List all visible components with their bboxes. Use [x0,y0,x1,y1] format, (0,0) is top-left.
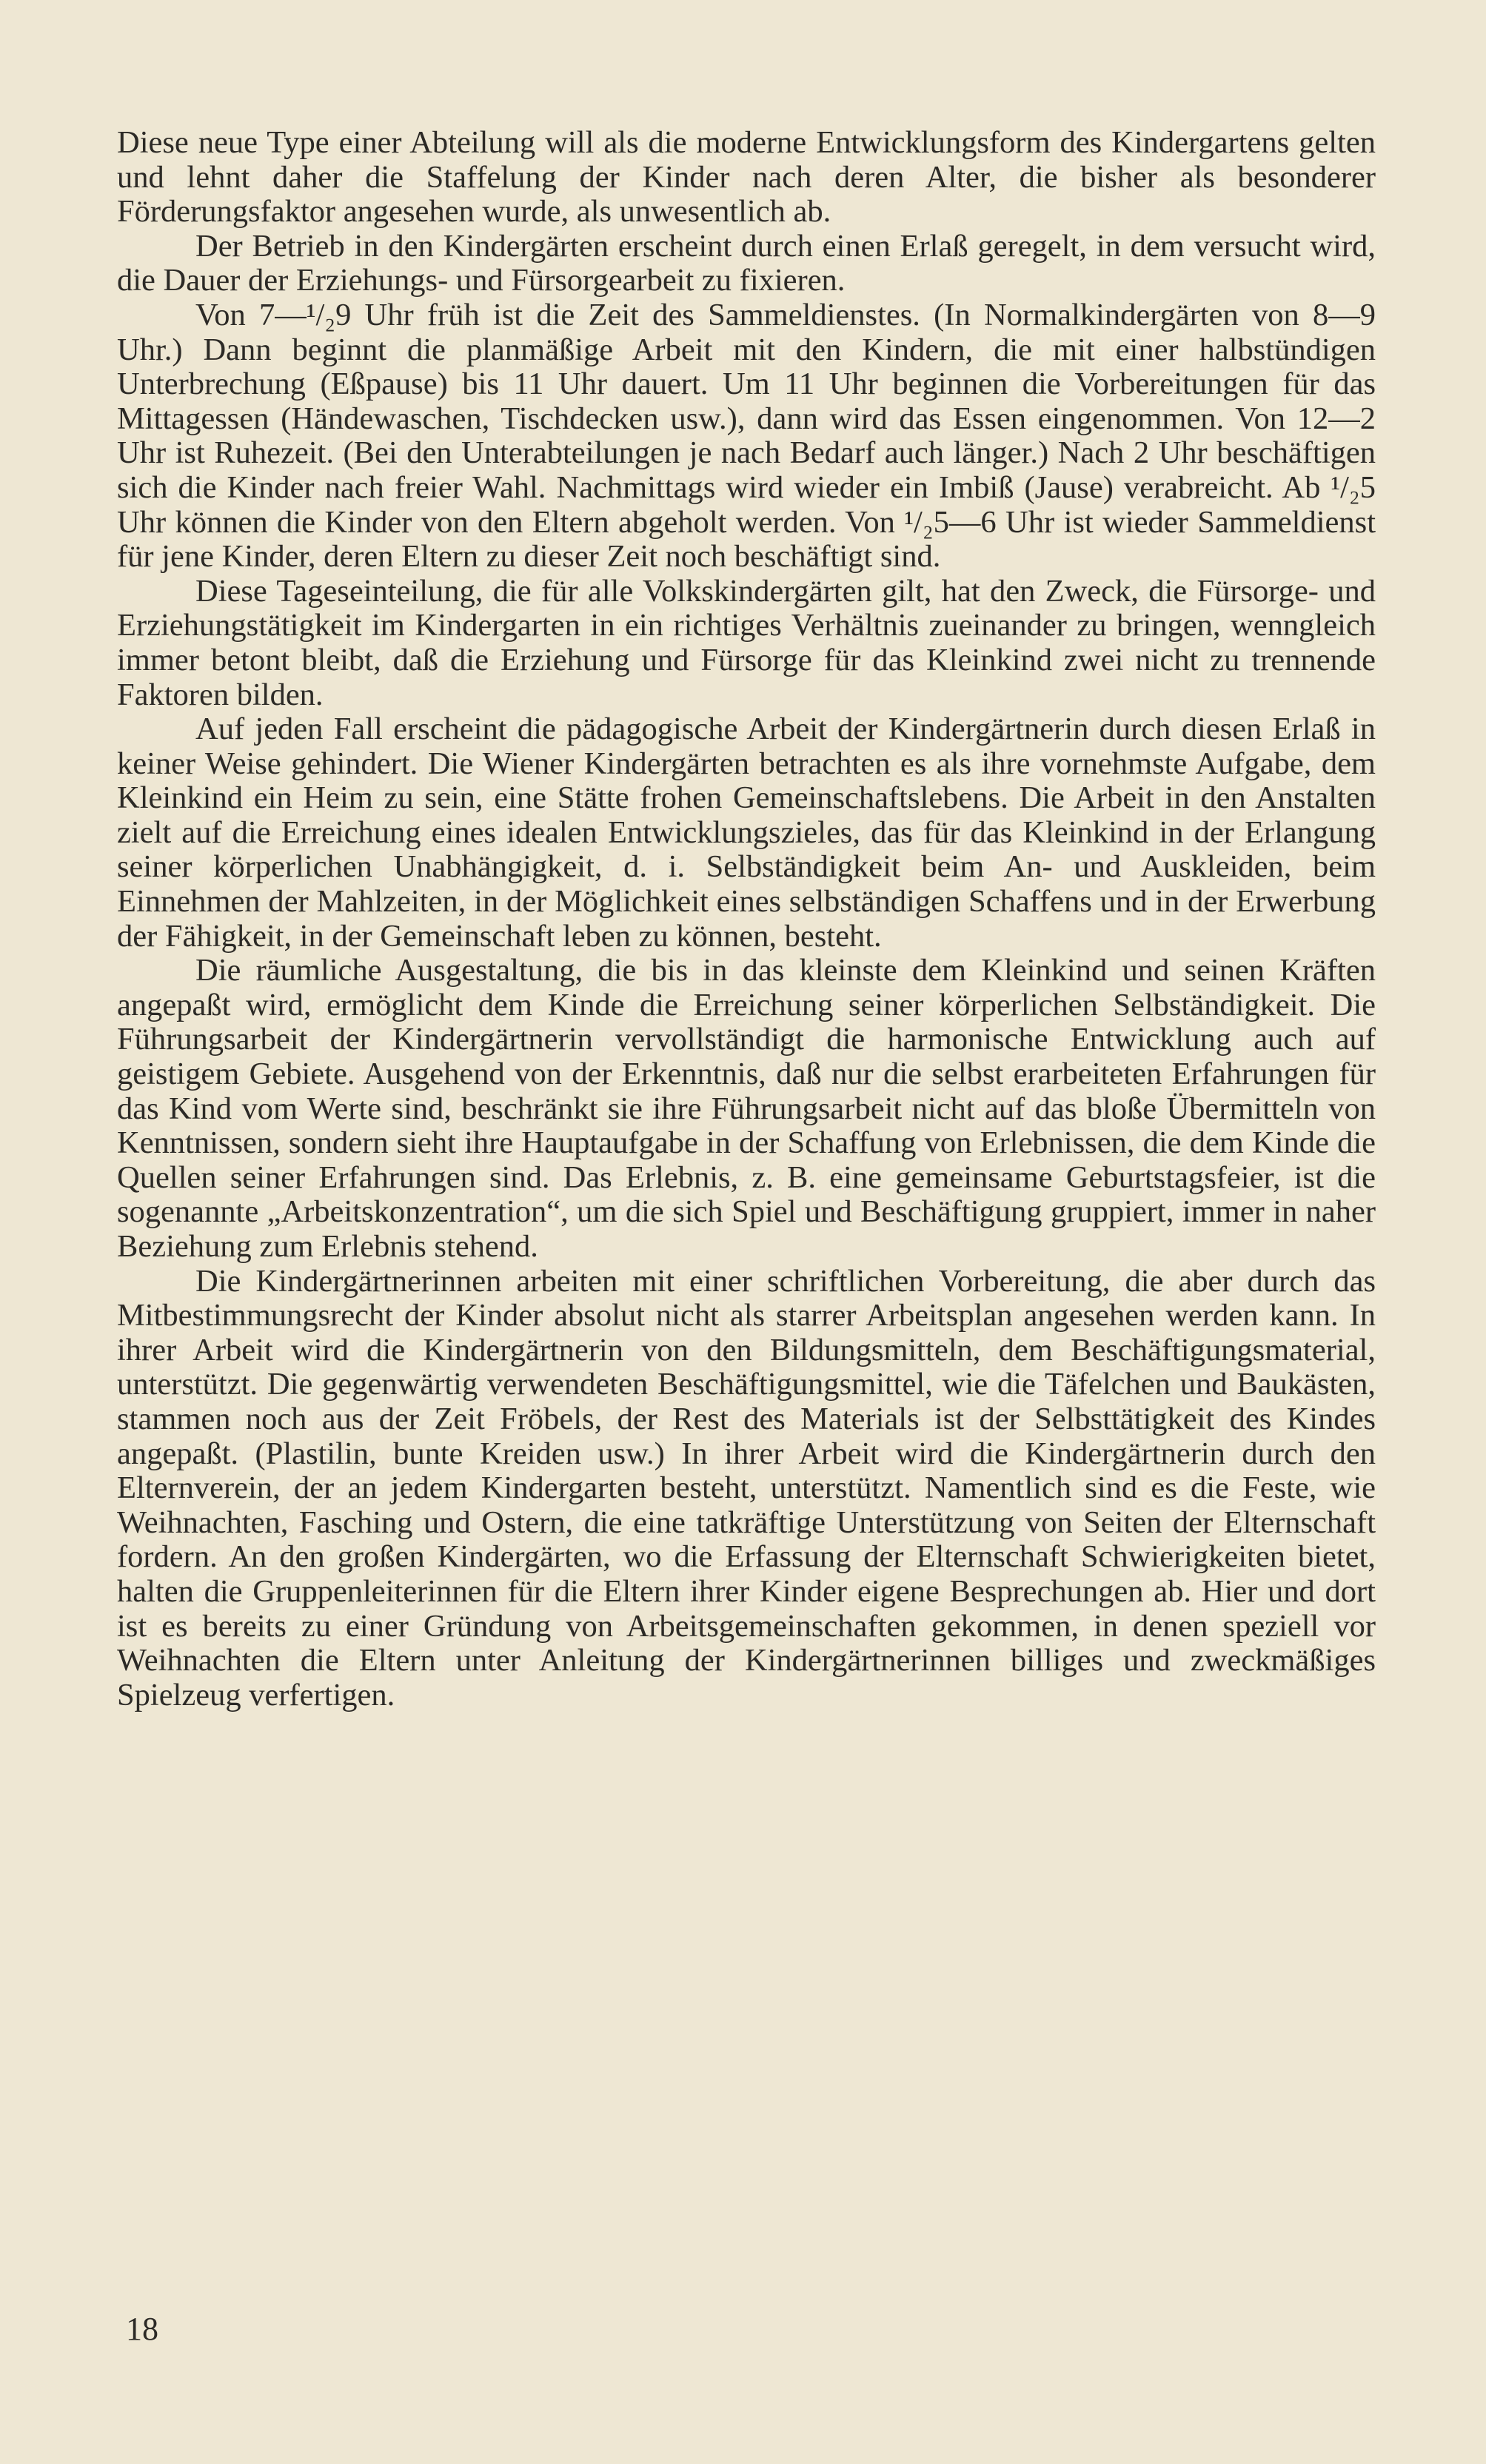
paragraph-4: Diese Tageseinteilung, die für alle Volkskindergärten gilt, hat den Zweck, die Fürsorge- und Erziehungstätigkeit im Kindergarten in ein richtiges Verhältnis zueinander zu bringen, wenngleich immer betont bleibt, daß die Erziehung und Fürsorge für das Kleinkind zwei nicht zu trennende Faktoren bilden. [117,573,1376,712]
paragraph-5: Auf jeden Fall erscheint die pädagogische Arbeit der Kindergärtnerin durch diesen Erlaß in keiner Weise gehindert. Die Wiener Kindergärten betrachten es als ihre vornehmste Aufgabe, dem Kleinkind ein Heim zu sein, eine Stätte frohen Gemeinschaftslebens. Die Arbeit in den Anstalten zielt auf die Erreichung eines idealen Entwicklungszieles, das für das Kleinkind in der Erlangung seiner körperlichen Unabhängigkeit, d. i. Selbständigkeit beim An- und Auskleiden, beim Einnehmen der Mahlzeiten, in der Möglichkeit eines selbständigen Schaffens und in der Erwerbung der Fähigkeit, in der Gemeinschaft leben zu können, besteht. [117,712,1376,954]
page-number: 18 [126,2311,158,2347]
paragraph-7: Die Kindergärtnerinnen arbeiten mit einer schriftlichen Vorbereitung, die aber durch das Mitbestimmungsrecht der Kinder absolut nicht als starrer Arbeitsplan angesehen werden kann. In ihrer Arbeit wird die Kindergärtnerin von den Bildungsmitteln, dem Beschäftigungsmaterial, unterstützt. Die gegenwärtig verwendeten Beschäftigungsmittel, wie die Täfelchen und Baukästen, stammen noch aus der Zeit Fröbels, der Rest des Materials ist der Selbsttätigkeit des Kindes angepaßt. (Plastilin, bunte Kreiden usw.) In ihrer Arbeit wird die Kindergärtnerin durch den Elternverein, der an jedem Kindergarten besteht, unterstützt. Namentlich sind es die Feste, wie Weihnachten, Fasching und Ostern, die eine tatkräftige Unterstützung von Seiten der Elternschaft fordern. An den großen Kindergärten, wo die Erfassung der Elternschaft Schwierigkeiten bietet, halten die Gruppenleiterinnen für die Eltern ihrer Kinder eigene Besprechungen ab. Hier und dort ist es bereits zu einer Gründung von Arbeitsgemeinschaften gekommen, in denen speziell vor Weihnachten die Eltern unter Anleitung der Kindergärtnerinnen billiges und zweckmäßiges Spielzeug verfertigen. [117,1263,1376,1713]
paragraph-1: Diese neue Type einer Abteilung will als die moderne Entwicklungsform des Kindergartens gelten und lehnt daher die Staffelung der Kinder nach deren Alter, die bisher als besonderer Förderungsfaktor angesehen wurde, als unwesentlich ab. [117,125,1376,230]
paragraph-2: Der Betrieb in den Kindergärten erscheint durch einen Erlaß geregelt, in dem versucht wird, die Dauer der Erziehungs- und Fürsorgearbeit zu fixieren. [117,228,1376,298]
page-body [117,126,1376,1713]
paragraph-3: Von 7—¹/₂9 Uhr früh ist die Zeit des Sammeldienstes. (In Normalkindergärten von 8—9 Uhr.) Dann beginnt die planmäßige Arbeit mit den Kindern, die mit einer halbstündigen Unterbrechung (Eßpause) bis 11 Uhr dauert. Um 11 Uhr beginnen die Vorbereitungen für das Mittagessen (Händewaschen, Tischdecken usw.), dann wird das Essen eingenommen. Von 12—2 Uhr ist Ruhezeit. (Bei den Unterabteilungen je nach Bedarf auch länger.) Nach 2 Uhr beschäftigen sich die Kinder nach freier Wahl. Nachmittags wird wieder ein Imbiß (Jause) verabreicht. Ab ¹/₂5 Uhr können die Kinder von den Eltern abgeholt werden. Von ¹/₂5—6 Uhr ist wieder Sammeldienst für jene Kinder, deren Eltern zu dieser Zeit noch beschäftigt sind. [117,297,1376,575]
paragraph-6: Die räumliche Ausgestaltung, die bis in das kleinste dem Kleinkind und seinen Kräften angepaßt wird, ermöglicht dem Kinde die Erreichung seiner körperlichen Selbständigkeit. Die Führungsarbeit der Kindergärtnerin vervollständigt die harmonische Entwicklung auch auf geistigem Gebiete. Ausgehend von der Erkenntnis, daß nur die selbst erarbeiteten Erfahrungen für das Kind vom Werte sind, beschränkt sie ihre Führungsarbeit nicht auf das bloße Übermitteln von Kenntnissen, sondern sieht ihre Hauptaufgabe in der Schaffung von Erlebnissen, die dem Kinde die Quellen seiner Erfahrungen sind. Das Erlebnis, z. B. eine gemeinsame Geburtstagsfeier, ist die sogenannte „Arbeitskonzentration“, um die sich Spiel und Beschäftigung gruppiert, immer in naher Beziehung zum Erlebnis stehend. [117,953,1376,1264]
